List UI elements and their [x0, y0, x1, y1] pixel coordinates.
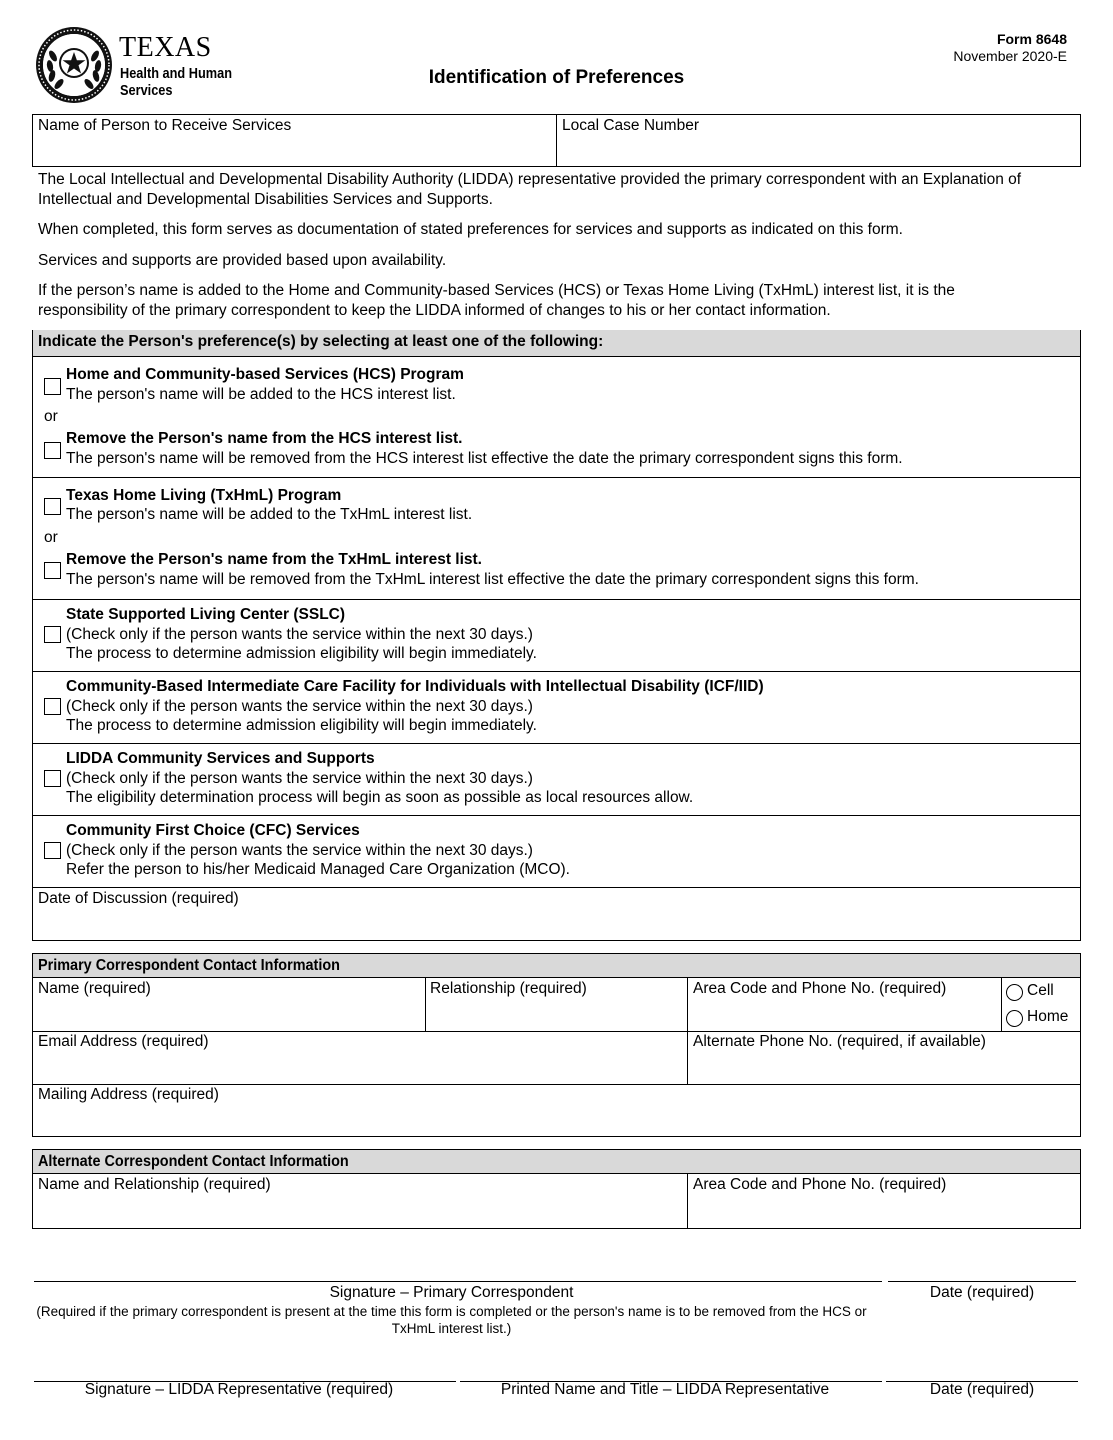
lidda-services-line-2: The eligibility determination process will begin as soon as possible as local resources allow. [66, 789, 694, 806]
primary-signature-note: (Required if the primary correspondent is present at the time this form is completed or the person's name is to be removed from the HCS or TxHmL interest list.) [36, 1304, 867, 1336]
txhml-add-checkbox[interactable] [44, 498, 61, 515]
phone-type-home-label: Home [1027, 1008, 1069, 1025]
lidda-services-checkbox[interactable] [44, 770, 61, 787]
hcs-add-checkbox[interactable] [44, 378, 61, 395]
primary-date-label: Date (required) [929, 1284, 1035, 1301]
cfc-title: Community First Choice (CFC) Services [66, 822, 360, 839]
logo-texas-text: TEXAS [119, 32, 212, 63]
primary-relationship-field[interactable] [425, 978, 688, 1032]
or-label: or [44, 529, 58, 546]
local-case-number-field[interactable] [556, 114, 1081, 167]
primary-phone-label: Area Code and Phone No. (required) [693, 980, 947, 997]
person-name-label: Name of Person to Receive Services [38, 117, 292, 134]
cfc-line-2: Refer the person to his/her Medicaid Managed Care Organization (MCO). [66, 861, 570, 878]
hcs-add-title: Home and Community-based Services (HCS) Program [66, 366, 464, 383]
lidda-services-option-group [32, 744, 1081, 816]
texas-seal-icon [35, 26, 113, 104]
cfc-checkbox[interactable] [44, 842, 61, 859]
icf-iid-checkbox[interactable] [44, 698, 61, 715]
sslc-checkbox[interactable] [44, 626, 61, 643]
lidda-services-title: LIDDA Community Services and Supports [66, 750, 375, 767]
icf-iid-option-group [32, 672, 1081, 744]
icf-iid-line-2: The process to determine admission eligibility will begin immediately. [66, 717, 537, 734]
txhml-add-desc: The person's name will be added to the TxHmL interest list. [66, 506, 473, 523]
primary-signature-line[interactable] [34, 1281, 882, 1282]
txhml-add-title: Texas Home Living (TxHmL) Program [66, 487, 342, 504]
hhs-logo [35, 26, 265, 106]
hcs-remove-checkbox[interactable] [44, 442, 61, 459]
primary-name-field[interactable] [32, 978, 426, 1032]
txhml-remove-title: Remove the Person's name from the TxHmL interest list. [66, 551, 482, 568]
intro-paragraph-1: The Local Intellectual and Developmental Disability Authority (LIDDA) representative provided the primary correspondent with an Explanation of Intellectual and Developmental Disabilities Services and Supports. [38, 171, 1022, 208]
cfc-line-1: (Check only if the person wants the service within the next 30 days.) [66, 842, 533, 859]
form-number: Form 8648 [996, 31, 1067, 47]
primary-mailing-address-label: Mailing Address (required) [38, 1086, 219, 1103]
alternate-phone-field[interactable] [687, 1174, 1081, 1229]
phone-type-home-radio[interactable] [1006, 1010, 1023, 1027]
form-header [0, 0, 1113, 114]
primary-phone-field[interactable] [687, 978, 1002, 1032]
sslc-title: State Supported Living Center (SSLC) [66, 606, 346, 623]
cfc-option-group [32, 816, 1081, 888]
intro-paragraph-3: Services and supports are provided based upon availability. [38, 252, 447, 269]
date-of-discussion-field[interactable] [32, 888, 1081, 941]
alternate-contact-heading: Alternate Correspondent Contact Information [32, 1149, 1081, 1174]
lidda-signature-label: Signature – LIDDA Representative (required) [84, 1381, 394, 1398]
intro-paragraph-4: If the person’s name is added to the Home and Community-based Services (HCS) or Texas Home Living (TxHmL) interest list, it is the responsibility of the primary correspondent to keep the LIDDA informed of changes to his or her contact information. [38, 282, 955, 319]
phone-type-cell-label: Cell [1027, 982, 1054, 999]
primary-alt-phone-label: Alternate Phone No. (required, if available) [693, 1033, 986, 1050]
primary-date-line[interactable] [888, 1281, 1076, 1282]
lidda-date-label: Date (required) [929, 1381, 1035, 1398]
primary-email-field[interactable] [32, 1031, 688, 1085]
alternate-name-relationship-label: Name and Relationship (required) [38, 1176, 271, 1193]
primary-signature-label: Signature – Primary Correspondent [329, 1284, 574, 1301]
icf-iid-line-1: (Check only if the person wants the service within the next 30 days.) [66, 698, 533, 715]
case-number-label: Local Case Number [562, 117, 699, 134]
txhml-option-group [32, 478, 1081, 600]
alternate-phone-label: Area Code and Phone No. (required) [693, 1176, 947, 1193]
form-revision-date: November 2020-E [953, 48, 1067, 64]
primary-alt-phone-field[interactable] [687, 1031, 1081, 1085]
intro-paragraph-2: When completed, this form serves as documentation of stated preferences for services and supports as indicated on this form. [38, 221, 903, 238]
hcs-remove-title: Remove the Person's name from the HCS interest list. [66, 430, 463, 447]
person-name-field[interactable] [32, 114, 557, 167]
primary-mailing-address-field[interactable] [32, 1084, 1081, 1137]
logo-agency-text: Health and Human Services [120, 66, 233, 99]
lidda-printed-name-label: Printed Name and Title – LIDDA Representative [500, 1381, 830, 1398]
date-of-discussion-label: Date of Discussion (required) [38, 890, 239, 907]
txhml-remove-desc: The person's name will be removed from the TxHmL interest list effective the date the primary correspondent signs this form. [66, 571, 919, 588]
primary-email-label: Email Address (required) [38, 1033, 209, 1050]
sslc-line-2: The process to determine admission eligibility will begin immediately. [66, 645, 537, 662]
hcs-option-group [32, 356, 1081, 478]
sslc-option-group [32, 600, 1081, 672]
icf-iid-title: Community-Based Intermediate Care Facility for Individuals with Intellectual Disability (ICF/IID) [66, 678, 764, 695]
page-title: Identification of Preferences [428, 67, 685, 88]
primary-name-label: Name (required) [38, 980, 151, 997]
preferences-heading: Indicate the Person's preference(s) by selecting at least one of the following: [32, 330, 1081, 356]
or-label: or [44, 408, 58, 425]
lidda-services-line-1: (Check only if the person wants the service within the next 30 days.) [66, 770, 533, 787]
alternate-name-relationship-field[interactable] [32, 1174, 688, 1229]
txhml-remove-checkbox[interactable] [44, 562, 61, 579]
hcs-add-desc: The person's name will be added to the HCS interest list. [66, 386, 456, 403]
hcs-remove-desc: The person's name will be removed from the HCS interest list effective the date the primary correspondent signs this form. [66, 450, 903, 467]
phone-type-group [1001, 978, 1081, 1032]
primary-contact-heading: Primary Correspondent Contact Information [32, 953, 1081, 978]
primary-relationship-label: Relationship (required) [430, 980, 587, 997]
phone-type-cell-radio[interactable] [1006, 984, 1023, 1001]
sslc-line-1: (Check only if the person wants the service within the next 30 days.) [66, 626, 533, 643]
